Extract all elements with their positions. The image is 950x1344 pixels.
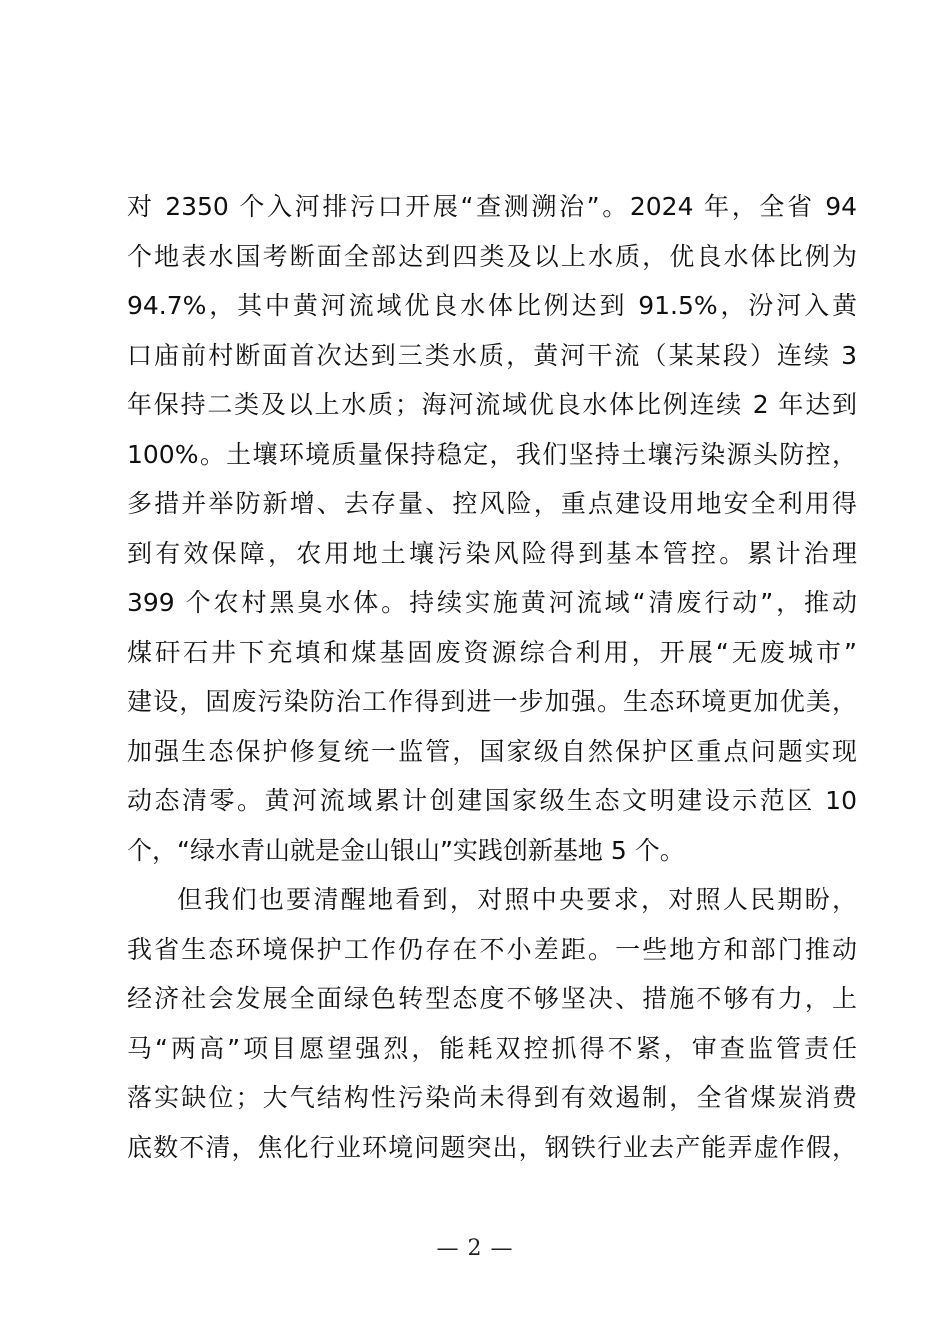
text-line: 煤矸石井下充填和煤基固废资源综合利用，开展“无废城市” [127, 637, 857, 667]
text-line: 94.7%，其中黄河流域优良水体比例达到 91.5%，汾河入黄 [127, 291, 857, 320]
text-line: 加强生态保护修复统一监管，国家级自然保护区重点问题实现 [127, 736, 857, 766]
page-number: — 2 — [436, 1236, 514, 1261]
body-text [127, 182, 857, 1172]
text-line: 口庙前村断面首次达到三类水质，黄河干流（某某段）连续 3 [127, 340, 857, 370]
text-line: 多措并举防新增、去存量、控风险，重点建设用地安全利用得 [127, 489, 857, 518]
text-line: 我省生态环境保护工作仍存在不小差距。一些地方和部门推动 [127, 934, 857, 964]
text-line: 但我们也要清醒地看到，对照中央要求，对照人民期盼， [177, 885, 857, 914]
paragraph-2 [127, 875, 857, 1172]
text-line: 个地表水国考断面全部达到四类及以上水质，优良水体比例为 [127, 241, 857, 271]
text-line: 落实缺位；大气结构性污染尚未得到有效遏制，全省煤炭消费 [127, 1083, 857, 1112]
text-line: 到有效保障，农用地土壤污染风险得到基本管控。累计治理 [127, 538, 857, 568]
text-line: 底数不清，焦化行业环境问题突出，钢铁行业去产能弄虚作假， [127, 1132, 857, 1162]
text-line: 马“两高”项目愿望强烈，能耗双控抓得不紧，审查监管责任 [127, 1033, 857, 1063]
paragraph-1 [127, 182, 857, 875]
text-line: 100%。土壤环境质量保持稳定，我们坚持土壤污染源头防控， [127, 439, 857, 469]
text-line: 年保持二类及以上水质；海河流域优良水体比例连续 2 年达到 [127, 390, 857, 419]
text-line: 建设，固废污染防治工作得到进一步加强。生态环境更加优美， [127, 687, 857, 716]
text-line: 399 个农村黑臭水体。持续实施黄河流域“清废行动”，推动 [127, 588, 857, 617]
text-line: 个，“绿水青山就是金山银山”实践创新基地 5 个。 [127, 835, 685, 865]
text-line: 经济社会发展全面绿色转型态度不够坚决、措施不够有力，上 [127, 984, 857, 1013]
text-line: 对 2350 个入河排污口开展“查测溯治”。2024 年，全省 94 [127, 192, 857, 221]
text-line: 动态清零。黄河流域累计创建国家级生态文明建设示范区 10 [127, 786, 857, 815]
